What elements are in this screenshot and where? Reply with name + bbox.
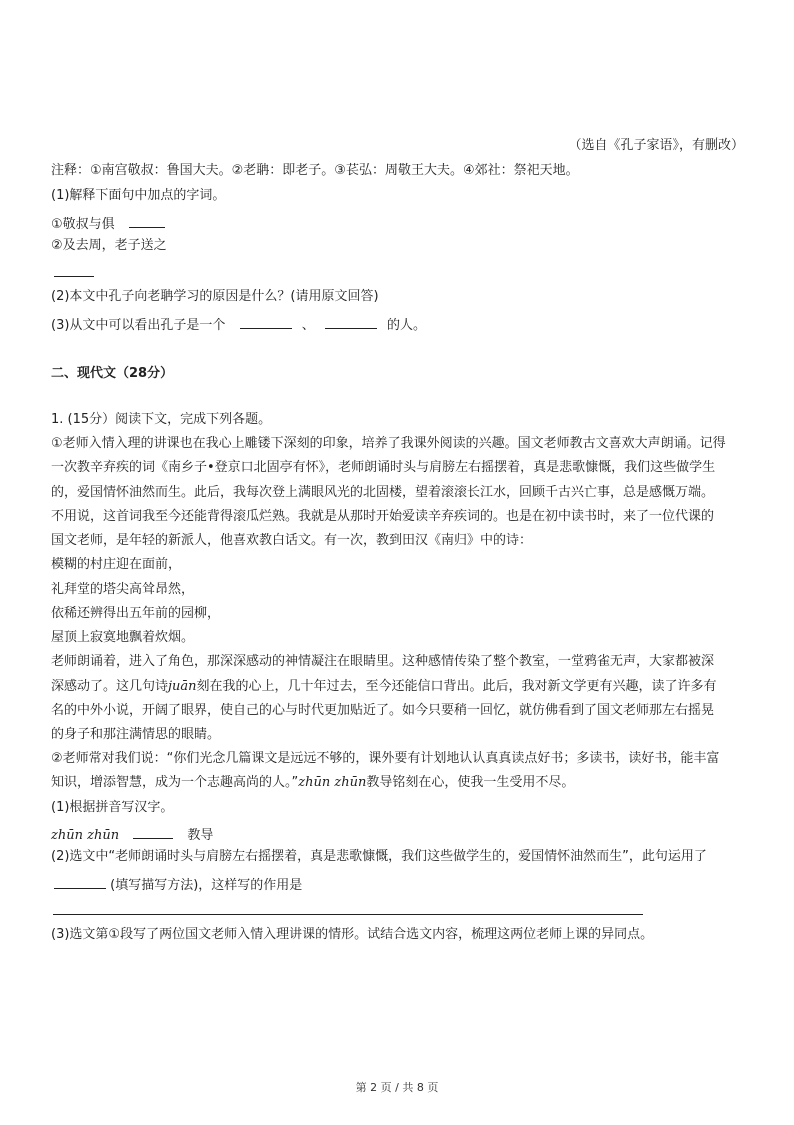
page-footer: 第 2 页 / 共 8 页	[355, 1081, 439, 1094]
question-1a	[51, 213, 165, 234]
passage-text: 教导铭刻在心，使我一生受用不尽。	[366, 775, 575, 790]
passage-line	[51, 678, 717, 696]
passage-line: 的，爱国情怀油然而生。此后，我每次登上满眼风光的北固楼，望着滚滚长江水，回顾千古兴亡事，总是感慨万端。	[51, 485, 715, 500]
question-1b-answer	[51, 262, 94, 283]
source-note: （选自《孔子家语》，有删改）	[568, 138, 744, 153]
poem-line: 屋顶上寂寞地飘着炊烟。	[51, 630, 195, 645]
sub-question-1-answer	[51, 824, 213, 845]
sub-question-3: (3)选文第①段写了两位国文老师入情入理讲课的情形。试结合选文内容，梳理这两位老师上课的异同点。	[51, 927, 654, 942]
answer-blank-s1[interactable]	[133, 824, 173, 839]
question-3-suffix: 的人。	[387, 318, 427, 333]
question-3-separator: 、	[301, 318, 315, 333]
section-heading: 二、现代文（28分）	[51, 366, 174, 381]
sub-question-1: (1)根据拼音写汉字。	[51, 800, 174, 815]
passage-text: 深感动了。这几句诗	[51, 679, 169, 694]
passage-line: 一次教辛弃疾的词《南乡子•登京口北固亭有怀》，老师朗诵时头与肩膀左右摇摆着，真是悲歌慷慨，我们这些做学生	[51, 460, 716, 475]
pinyin-juan: juān	[168, 679, 197, 694]
passage-intro: 1. (15分）阅读下文，完成下列各题。	[51, 412, 272, 427]
question-3	[51, 314, 426, 335]
sub-question-1-suffix: 教导	[187, 828, 214, 843]
question-2: (2)本文中孔子向老聃学习的原因是什么？(请用原文回答)	[51, 289, 379, 304]
question-1b: ②及去周，老子送之	[51, 238, 167, 253]
answer-blank-1a[interactable]	[129, 213, 165, 228]
sub-question-2: (2)选文中“老师朗诵时头与肩膀左右摇摆着，真是悲歌慷慨，我们这些做学生的，爱国情怀油然而生”，此句运用了	[51, 849, 707, 864]
passage-line: 国文老师，是年轻的新派人，他喜欢教白话文。有一次，教到田汉《南归》中的诗：	[51, 533, 533, 548]
passage-line: ②老师常对我们说：“你们光念几篇课文是远远不够的，课外要有计划地认认真真读点好书；多读书，读好书，能丰富	[51, 751, 720, 766]
passage-line: 的身子和那注满情思的眼睛。	[51, 727, 221, 742]
answer-blank-1b[interactable]	[54, 262, 94, 277]
sub-question-2-text: (填写描写方法)，这样写的作用是	[110, 878, 303, 893]
poem-line: 模糊的村庄迎在面前，	[51, 557, 182, 572]
passage-text: 知识，增添智慧，成为一个志趣高尚的人。”	[51, 775, 299, 790]
annotation: 注释：①南宫敬叔：鲁国大夫。②老聃：即老子。③苌弘：周敬王大夫。④郊社：祭祀天地。	[51, 163, 579, 178]
passage-text: 刻在我的心上，几十年过去，至今还能信口背出。此后，我对新文学更有兴趣，读了许多有	[196, 679, 717, 694]
passage-line: ①老师入情入理的讲课也在我心上雕镂下深刻的印象，培养了我课外阅读的兴趣。国文老师教古文喜欢大声朗诵。记得	[51, 436, 726, 451]
question-3-prefix: (3)从文中可以看出孔子是一个	[51, 318, 226, 333]
poem-line: 礼拜堂的塔尖高耸昂然，	[51, 582, 195, 597]
pinyin-prompt: zhūn zhūn	[51, 828, 120, 843]
pinyin-zhunzhun: zhūn zhūn	[298, 775, 367, 790]
answer-line-s2[interactable]	[53, 914, 643, 915]
passage-line: 不用说，这首词我至今还能背得滚瓜烂熟。我就是从那时开始爱读辛弃疾词的。也是在初中读书时，来了一位代课的	[51, 509, 715, 524]
question-1a-text: ①敬叔与俱	[51, 217, 115, 232]
answer-blank-s2[interactable]	[54, 874, 106, 889]
poem-line: 依稀还辨得出五年前的园柳，	[51, 606, 221, 621]
answer-blank-3b[interactable]	[325, 314, 377, 329]
passage-line	[51, 774, 574, 792]
passage-line: 老师朗诵着，进入了角色，那深深感动的神情凝注在眼睛里。这种感情传染了整个教室，一堂鸦雀无声，大家都被深	[51, 654, 715, 669]
sub-question-2-cont	[51, 874, 302, 895]
answer-blank-3a[interactable]	[240, 314, 292, 329]
passage-line: 名的中外小说，开阔了眼界，使自己的心与时代更加贴近了。如今只要稍一回忆，就仿佛看到了国文老师那左右摇晃	[51, 703, 715, 718]
question-1: (1)解释下面句中加点的字词。	[51, 188, 226, 203]
